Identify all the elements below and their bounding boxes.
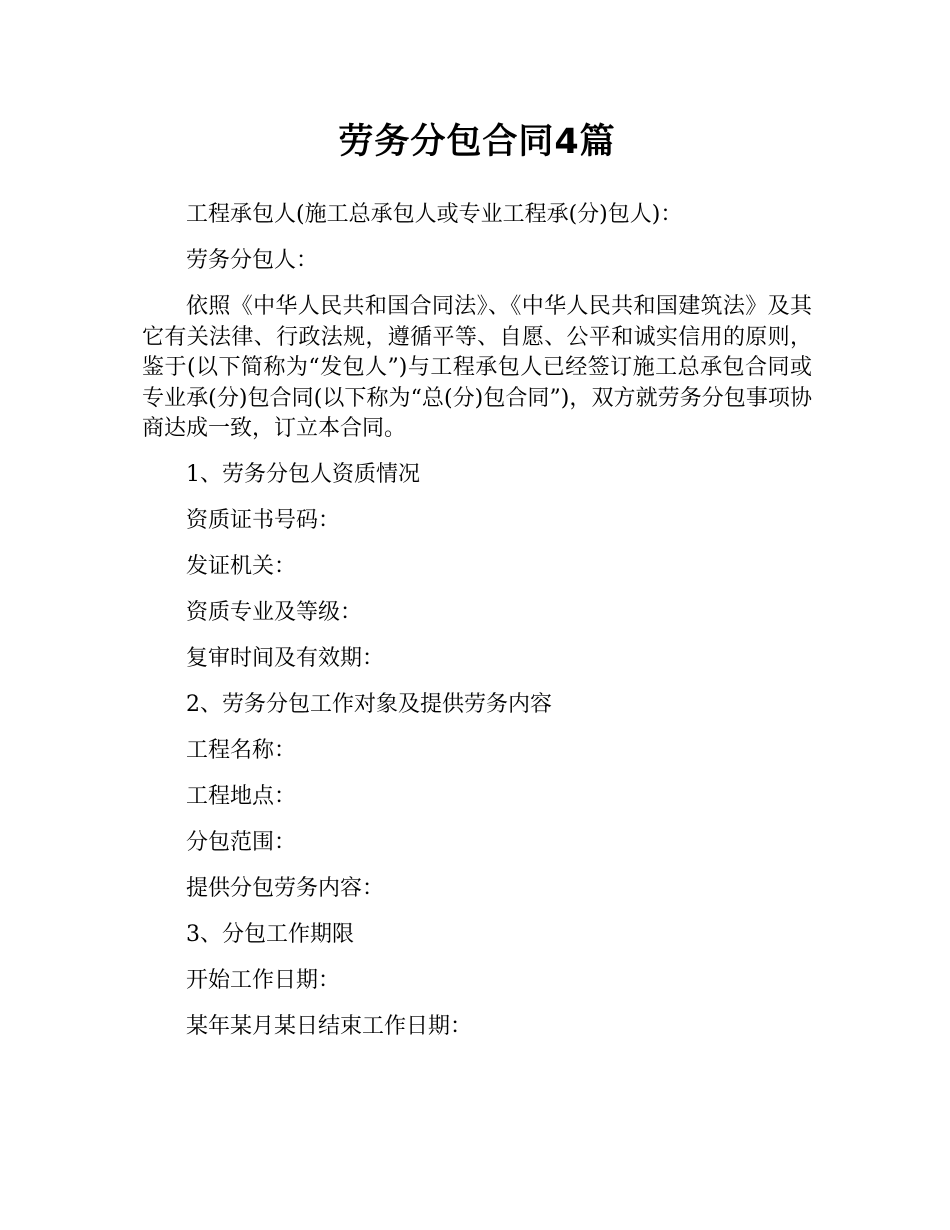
field-labor-content: 提供分包劳务内容： — [186, 876, 385, 901]
paragraph-contractor: 工程承包人(施工总承包人或专业工程承(分)包人)： — [186, 202, 683, 227]
field-start-date: 开始工作日期： — [186, 968, 341, 993]
field-review-validity: 复审时间及有效期： — [186, 646, 385, 671]
field-project-name: 工程名称： — [186, 738, 297, 763]
paragraph-subcontractor: 劳务分包人： — [186, 248, 319, 273]
paragraph-preamble: 依照《中华人民共和国合同法》、《中华人民共和国建筑法》及其它有关法律、行政法规，遵循平等、自愿、公平和诚实信用的原则，鉴于(以下简称为“发包人”)与工程承包人已经签订施工总承包合同或专业承(分)包合同(以下称为“总(分)包合同”)，双方就劳务分包事项协商达成一致，订立本合同。 — [142, 294, 812, 441]
section-heading-work-scope: 2、劳务分包工作对象及提供劳务内容 — [186, 692, 552, 717]
section-heading-qualification: 1、劳务分包人资质情况 — [186, 462, 420, 487]
document-title: 劳务分包合同4篇 — [338, 122, 616, 162]
field-project-location: 工程地点： — [186, 784, 297, 809]
field-subcontract-scope: 分包范围： — [186, 830, 297, 855]
field-certificate-number: 资质证书号码： — [186, 508, 341, 533]
field-end-date: 某年某月某日结束工作日期： — [186, 1014, 473, 1039]
section-heading-work-period: 3、分包工作期限 — [186, 922, 354, 947]
field-issuing-authority: 发证机关： — [186, 554, 297, 579]
field-qualification-grade: 资质专业及等级： — [186, 600, 363, 625]
document-body — [142, 200, 812, 1058]
